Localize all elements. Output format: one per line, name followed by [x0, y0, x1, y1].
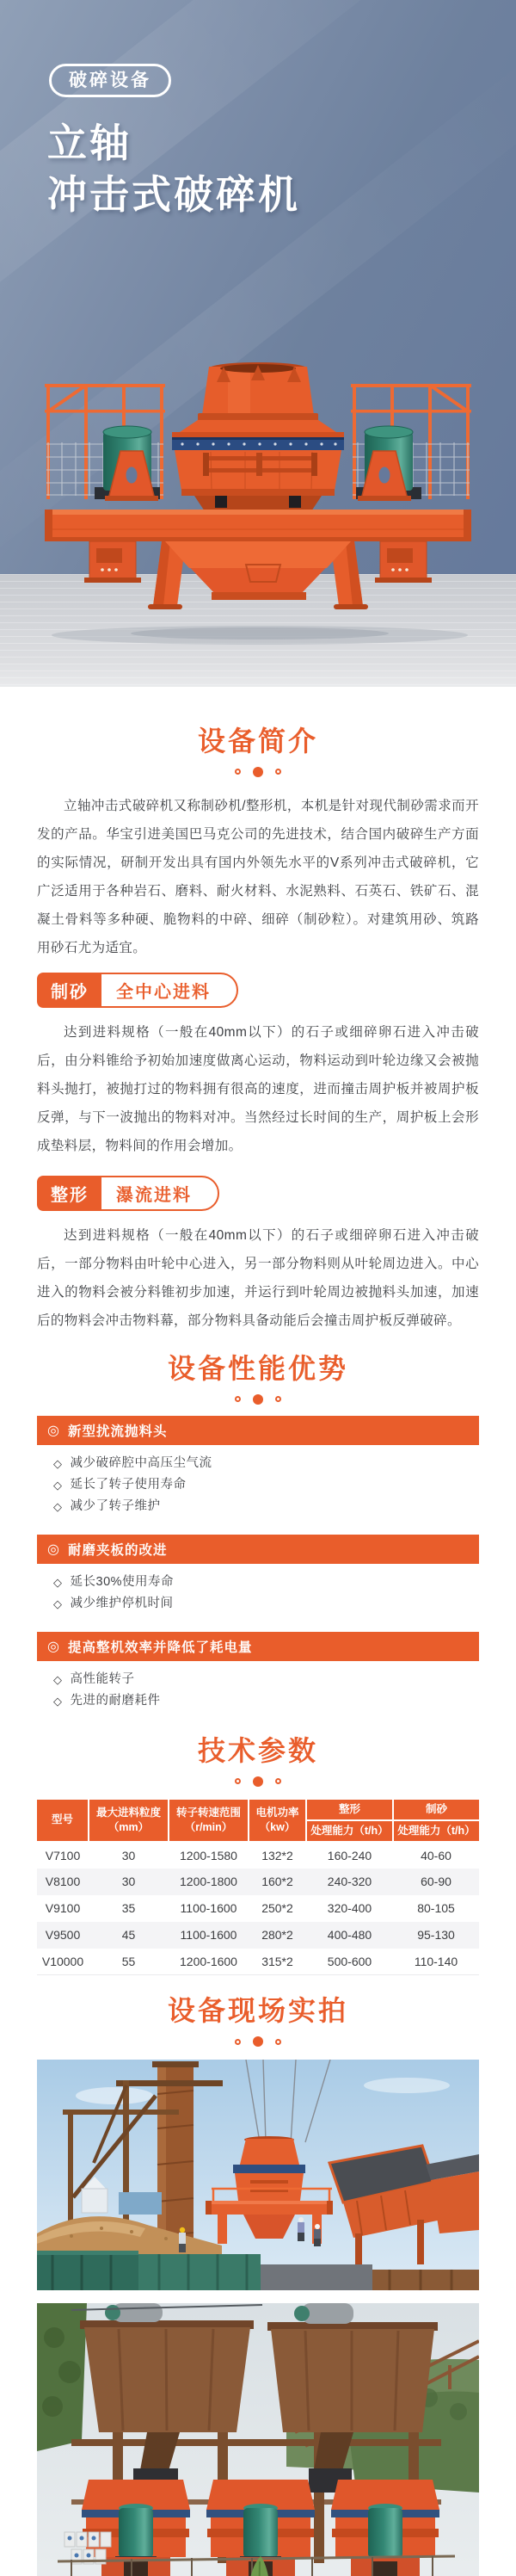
cell: 1100-1600 [180, 1901, 237, 1916]
advantage-item [53, 1474, 516, 1496]
cell-model: V9100 [45, 1901, 81, 1916]
double-circle-icon: ◎ [47, 1424, 60, 1438]
product-title-line1: 立轴 [47, 120, 132, 165]
section-heading-gallery: 设备现场实拍 [167, 1995, 348, 2027]
cell: 35 [121, 1901, 136, 1916]
feed-mode-paragraph-sand: 达到进料规格（一般在40mm以下）的石子或细碎卵石进入冲击破后，由分料锥给予初始加速度做离心运动，物料运动到叶轮边缘又会被抛料头抛打，被抛打过的物料拥有很高的速度，进而撞击周护板并被周护板反弹，与下一波抛出的物料对冲。当然经过长时间的生产，周护板上会形成垫料层，物料间的作用会增加。 [37, 1025, 479, 1153]
advantage-item [53, 1669, 516, 1690]
machine-shadow [52, 626, 468, 645]
cell: 45 [89, 1922, 169, 1949]
hero-banner [0, 0, 516, 687]
cell-model: V10000 [37, 1949, 89, 1975]
site-shed [119, 2192, 162, 2215]
col-header-line: 最大进料粒度 [95, 1807, 161, 1819]
col-header-line: （mm） [108, 1820, 150, 1833]
col-header-shaping-capacity: 处理能力（t/h） [306, 1820, 393, 1842]
advantage-list [53, 1669, 516, 1712]
section-specs-header [0, 1734, 516, 1767]
advantage-list [53, 1572, 516, 1615]
cell-model: V9500 [37, 1922, 89, 1949]
section-heading-advantages: 设备性能优势 [167, 1353, 348, 1384]
dot-outline-icon [275, 2039, 281, 2045]
diamond-icon: ◇ [53, 1500, 63, 1513]
col-header-motor-power [249, 1800, 306, 1842]
dot-outline-icon [275, 1778, 281, 1784]
advantage-item [53, 1453, 516, 1474]
advantage-item-text: 减少了转子维护 [70, 1499, 161, 1513]
diamond-icon: ◇ [53, 1597, 63, 1610]
right-pedestal [375, 541, 432, 583]
category-badge-label: 破碎设备 [69, 71, 151, 90]
col-header-line: （kw） [259, 1820, 296, 1833]
cell: 160*2 [249, 1869, 306, 1895]
dot-filled-icon [253, 1394, 263, 1405]
feed-mode-label: 全中心进料 [116, 983, 211, 1002]
dot-filled-icon [253, 1776, 263, 1787]
cell-model: V8100 [37, 1869, 89, 1895]
crusher-product-image [34, 360, 482, 657]
advantage-group [0, 1416, 516, 1517]
table-row [37, 1949, 479, 1975]
table-row [37, 1842, 479, 1869]
feed-mode-badge-sand [37, 973, 238, 1008]
dot-outline-icon [235, 1396, 241, 1402]
cell: 400-480 [306, 1922, 393, 1949]
advantage-group [0, 1632, 516, 1712]
col-header-sand-group: 制砂 [393, 1800, 479, 1820]
table-row [37, 1895, 479, 1922]
col-header-model: 型号 [37, 1800, 89, 1842]
dot-outline-icon [275, 1396, 281, 1402]
dot-outline-icon [235, 2039, 241, 2045]
spec-table-header [37, 1800, 479, 1842]
advantage-group [0, 1535, 516, 1615]
advantage-group-title-bar [37, 1416, 479, 1445]
dot-filled-icon [253, 767, 263, 777]
section-pagination-dots [0, 2035, 516, 2048]
cell: 1100-1600 [169, 1922, 249, 1949]
diamond-icon: ◇ [53, 1576, 63, 1589]
col-header-rotor-speed [169, 1800, 249, 1842]
table-row [37, 1922, 479, 1949]
intro-paragraph: 立轴冲击式破碎机又称制砂机/整形机，本机是针对现代制砂需求而开发的产品。华宝引进美国巴马克公司的先进技术，结合国内破碎生产方面的实际情况，研制开发出具有国内外领先水平的V系列冲击式破碎机，它广泛适用于各种岩石、磨料、耐火材料、水泥熟料、石英石、铁矿石、混凝土骨料等多种硬、脆物料的中碎、细碎（制砂粒）。对建筑用砂、筑路用砂石尤为适宜。 [37, 799, 479, 955]
cell: 132*2 [261, 1848, 293, 1863]
cell: 55 [89, 1949, 169, 1975]
advantage-item-text: 高性能转子 [70, 1672, 135, 1686]
feed-mode-label: 瀑流进料 [116, 1186, 192, 1205]
section-pagination-dots [0, 1776, 516, 1788]
advantage-item-text: 先进的耐磨耗件 [70, 1694, 161, 1708]
cell: 80-105 [417, 1901, 455, 1916]
cell: 500-600 [306, 1949, 393, 1975]
advantage-group-title: 耐磨夹板的改进 [67, 1543, 168, 1558]
cell: 160-240 [327, 1848, 372, 1863]
cell: 315*2 [249, 1949, 306, 1975]
table-row [37, 1869, 479, 1895]
discharge-hopper [165, 541, 351, 600]
advantage-group-title: 提高整机效率并降低了耗电量 [67, 1640, 253, 1655]
cell: 1200-1800 [169, 1869, 249, 1895]
section-gallery-header [0, 1994, 516, 2027]
spec-table [37, 1800, 479, 1975]
advantage-list [53, 1453, 516, 1517]
advantage-item-text: 减少破碎腔中高压尘气流 [70, 1456, 212, 1470]
diamond-icon: ◇ [53, 1457, 63, 1470]
site-photo-production-line [37, 2303, 479, 2576]
section-advantages-header [0, 1352, 516, 1385]
section-pagination-dots [0, 1393, 516, 1405]
cell: 110-140 [393, 1949, 479, 1975]
cell: 250*2 [261, 1901, 293, 1916]
col-header-sand-capacity: 处理能力（t/h） [393, 1820, 479, 1842]
advantage-group-title-bar [37, 1535, 479, 1564]
dot-outline-icon [235, 769, 241, 775]
diamond-icon: ◇ [53, 1479, 63, 1492]
col-header-line: （r/min） [184, 1820, 233, 1833]
cell: 30 [89, 1869, 169, 1895]
feed-mode-paragraph-shaping: 达到进料规格（一般在40mm以下）的石子或细碎卵石进入冲击破后，一部分物料由叶轮中心进入，另一部分物料则从叶轮周边进入。中心进入的物料会被分料锥初步加速，并运行到叶轮周边被抛料头加速，加速后的物料会冲击物料幕，部分物料具备动能后会撞击周护板反弹破碎。 [37, 1228, 479, 1328]
advantage-item [53, 1496, 516, 1517]
section-heading-intro: 设备简介 [197, 726, 318, 757]
cell: 40-60 [421, 1848, 452, 1863]
advantage-item-text: 延长了转子使用寿命 [70, 1478, 187, 1492]
section-intro-header [0, 725, 516, 757]
product-title-line2: 冲击式破碎机 [47, 172, 300, 217]
double-circle-icon: ◎ [47, 1542, 60, 1557]
product-title [47, 117, 300, 220]
crusher-drum [172, 362, 344, 511]
cell: 1200-1600 [169, 1949, 249, 1975]
advantage-group-title: 新型扰流抛料头 [67, 1424, 168, 1439]
col-header-shaping-group: 整形 [306, 1800, 393, 1820]
double-circle-icon: ◎ [47, 1640, 60, 1654]
cell: 95-130 [393, 1922, 479, 1949]
category-badge [49, 64, 171, 97]
advantage-group-title-bar [37, 1632, 479, 1661]
advantage-item [53, 1690, 516, 1712]
col-header-max-feed [89, 1800, 169, 1842]
advantage-item [53, 1593, 516, 1615]
cell: 30 [121, 1848, 136, 1863]
left-pedestal [84, 541, 141, 583]
base-beam [45, 510, 471, 541]
cell-model: V7100 [45, 1848, 81, 1863]
site-photo-installation [37, 2060, 479, 2290]
feed-mode-badge-shaping [37, 1176, 219, 1211]
col-header-line: 转子转速范围 [175, 1807, 241, 1819]
col-header-line: 电机功率 [255, 1807, 299, 1819]
feed-mode-tag: 整形 [38, 1177, 101, 1210]
diamond-icon: ◇ [53, 1695, 63, 1708]
cell: 320-400 [327, 1901, 372, 1916]
dot-outline-icon [275, 769, 281, 775]
cell: 280*2 [249, 1922, 306, 1949]
cell: 1200-1580 [180, 1848, 237, 1863]
section-heading-specs: 技术参数 [197, 1735, 318, 1766]
section-pagination-dots [0, 766, 516, 778]
advantage-item-text: 延长30%使用寿命 [70, 1575, 175, 1589]
cell: 240-320 [306, 1869, 393, 1895]
advantage-item [53, 1572, 516, 1593]
diamond-icon: ◇ [53, 1673, 63, 1686]
feed-mode-tag: 制砂 [38, 973, 101, 1007]
dot-outline-icon [235, 1778, 241, 1784]
dot-filled-icon [253, 2036, 263, 2047]
advantage-item-text: 减少维护停机时间 [70, 1597, 174, 1610]
cell: 60-90 [393, 1869, 479, 1895]
